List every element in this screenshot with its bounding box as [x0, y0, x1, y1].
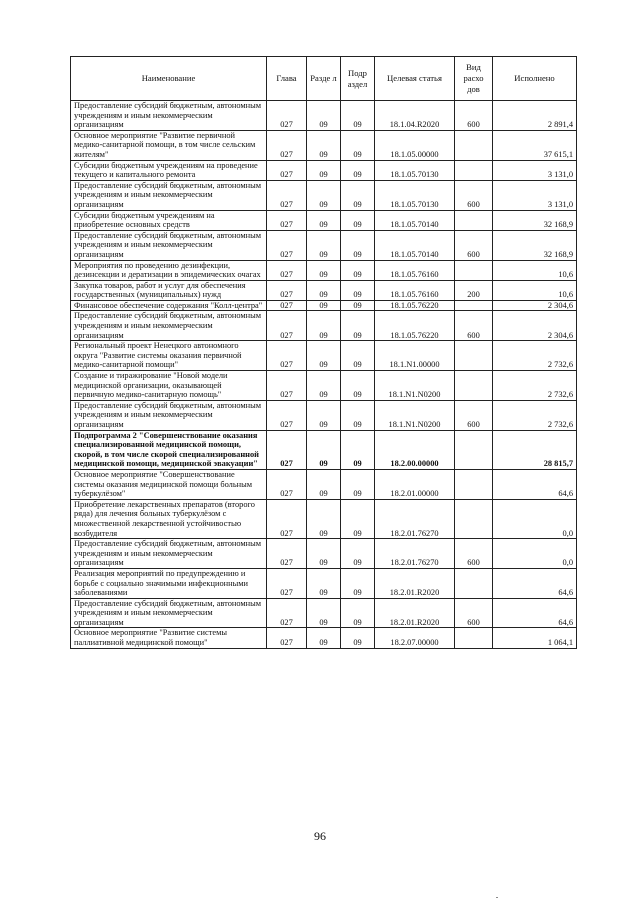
table-row [71, 469, 577, 499]
cell-name: Мероприятия по проведению дезинфекции, дезинсекции и дератизации в эпидемических очагах [71, 260, 267, 280]
cell-name: Предоставление субсидий бюджетным, автономным учреждениям и иным некоммерческим организациям [71, 230, 267, 260]
cell-podrazdel: 09 [341, 311, 375, 341]
cell-value: 0,0 [493, 539, 577, 569]
table-row [71, 628, 577, 648]
cell-name: Предоставление субсидий бюджетным, автономным учреждениям и иным некоммерческим организациям [71, 101, 267, 131]
cell-razdel: 09 [307, 341, 341, 371]
table-row [71, 300, 577, 311]
cell-glava: 027 [267, 628, 307, 648]
cell-vid [455, 568, 493, 598]
cell-value: 32 168,9 [493, 230, 577, 260]
cell-statya: 18.1.05.76220 [375, 300, 455, 311]
cell-razdel: 09 [307, 598, 341, 628]
header-glava: Глава [267, 57, 307, 101]
table-row [71, 101, 577, 131]
cell-statya: 18.2.01.76270 [375, 499, 455, 538]
cell-name: Субсидии бюджетным учреждениям на приобретение основных средств [71, 210, 267, 230]
header-row [71, 57, 577, 101]
cell-vid: 600 [455, 180, 493, 210]
cell-value: 64,6 [493, 598, 577, 628]
cell-value: 2 732,6 [493, 371, 577, 401]
header-razdel: Разде л [307, 57, 341, 101]
cell-vid [455, 469, 493, 499]
cell-value: 37 615,1 [493, 130, 577, 160]
cell-statya: 18.2.01.R2020 [375, 598, 455, 628]
cell-value: 28 815,7 [493, 430, 577, 469]
cell-vid [455, 260, 493, 280]
table-row [71, 539, 577, 569]
cell-razdel: 09 [307, 400, 341, 430]
cell-vid [455, 300, 493, 311]
cell-value: 2 732,6 [493, 400, 577, 430]
cell-podrazdel: 09 [341, 341, 375, 371]
cell-glava: 027 [267, 311, 307, 341]
cell-glava: 027 [267, 260, 307, 280]
cell-value: 32 168,9 [493, 210, 577, 230]
cell-value: 3 131,0 [493, 180, 577, 210]
page-number: 96 [314, 829, 326, 843]
cell-razdel: 09 [307, 300, 341, 311]
cell-podrazdel: 09 [341, 371, 375, 401]
cell-glava: 027 [267, 539, 307, 569]
cell-glava: 027 [267, 130, 307, 160]
cell-vid: 600 [455, 598, 493, 628]
cell-razdel: 09 [307, 160, 341, 180]
cell-vid: 600 [455, 539, 493, 569]
cell-statya: 18.2.01.00000 [375, 469, 455, 499]
cell-statya: 18.1.05.76160 [375, 260, 455, 280]
cell-glava: 027 [267, 568, 307, 598]
cell-glava: 027 [267, 400, 307, 430]
cell-glava: 027 [267, 160, 307, 180]
cell-razdel: 09 [307, 280, 341, 300]
table-row [71, 430, 577, 469]
cell-value: 0,0 [493, 499, 577, 538]
cell-podrazdel: 09 [341, 300, 375, 311]
cell-podrazdel: 09 [341, 598, 375, 628]
cell-razdel: 09 [307, 539, 341, 569]
cell-statya: 18.2.01.76270 [375, 539, 455, 569]
cell-glava: 027 [267, 469, 307, 499]
table-row [71, 400, 577, 430]
table-row [71, 280, 577, 300]
cell-razdel: 09 [307, 260, 341, 280]
table-row [71, 230, 577, 260]
cell-glava: 027 [267, 300, 307, 311]
table-row [71, 568, 577, 598]
cell-podrazdel: 09 [341, 101, 375, 131]
scan-speck [496, 897, 498, 898]
cell-glava: 027 [267, 101, 307, 131]
cell-name: Предоставление субсидий бюджетным, автономным учреждениям и иным некоммерческим организациям [71, 180, 267, 210]
cell-value: 10,6 [493, 280, 577, 300]
cell-name: Основное мероприятие "Развитие системы паллиативной медицинской помощи" [71, 628, 267, 648]
cell-vid: 600 [455, 101, 493, 131]
cell-podrazdel: 09 [341, 180, 375, 210]
cell-razdel: 09 [307, 371, 341, 401]
cell-name: Предоставление субсидий бюджетным, автономным учреждениям и иным некоммерческим организациям [71, 311, 267, 341]
cell-razdel: 09 [307, 130, 341, 160]
cell-name: Предоставление субсидий бюджетным, автономным учреждениям и иным некоммерческим организациям [71, 539, 267, 569]
cell-name: Закупка товаров, работ и услуг для обеспечения государственных (муниципальных) нужд [71, 280, 267, 300]
cell-glava: 027 [267, 280, 307, 300]
cell-name: Подпрограмма 2 "Совершенствование оказания специализированной медицинской помощи, скорой, в том числе скорой специализированной медицинской помощи, медицинской эвакуации" [71, 430, 267, 469]
cell-value: 2 304,6 [493, 300, 577, 311]
table-row [71, 130, 577, 160]
cell-name: Основное мероприятие "Совершенствование системы оказания медицинской помощи больным туберкулёзом" [71, 469, 267, 499]
cell-podrazdel: 09 [341, 400, 375, 430]
cell-razdel: 09 [307, 469, 341, 499]
cell-glava: 027 [267, 430, 307, 469]
cell-razdel: 09 [307, 180, 341, 210]
cell-vid [455, 341, 493, 371]
cell-name: Создание и тиражирование "Новой модели медицинской организации, оказывающей первичную медико-санитарную помощь" [71, 371, 267, 401]
header-vid: Вид расхо дов [455, 57, 493, 101]
cell-value: 10,6 [493, 260, 577, 280]
cell-name: Реализация мероприятий по предупреждению и борьбе с социально значимыми инфекционными заболеваниями [71, 568, 267, 598]
cell-vid: 600 [455, 311, 493, 341]
cell-vid [455, 430, 493, 469]
cell-glava: 027 [267, 210, 307, 230]
cell-glava: 027 [267, 371, 307, 401]
cell-vid: 600 [455, 230, 493, 260]
cell-name: Субсидии бюджетным учреждениям на проведение текущего и капитального ремонта [71, 160, 267, 180]
cell-name: Предоставление субсидий бюджетным, автономным учреждениям и иным некоммерческим организациям [71, 400, 267, 430]
table-row [71, 210, 577, 230]
header-value: Исполнено [493, 57, 577, 101]
cell-podrazdel: 09 [341, 230, 375, 260]
cell-glava: 027 [267, 230, 307, 260]
cell-statya: 18.1.05.00000 [375, 130, 455, 160]
cell-vid [455, 499, 493, 538]
cell-glava: 027 [267, 341, 307, 371]
header-podrazdel: Подр аздел [341, 57, 375, 101]
cell-glava: 027 [267, 598, 307, 628]
cell-razdel: 09 [307, 311, 341, 341]
table-row [71, 260, 577, 280]
cell-statya: 18.1.05.70140 [375, 230, 455, 260]
cell-value: 2 304,6 [493, 311, 577, 341]
cell-podrazdel: 09 [341, 430, 375, 469]
table-row [71, 499, 577, 538]
cell-podrazdel: 09 [341, 210, 375, 230]
table-body [71, 101, 577, 649]
cell-podrazdel: 09 [341, 260, 375, 280]
cell-name: Региональный проект Ненецкого автономного округа "Развитие системы оказания первичной медико-санитарной помощи" [71, 341, 267, 371]
cell-podrazdel: 09 [341, 628, 375, 648]
cell-statya: 18.1.05.70140 [375, 210, 455, 230]
cell-value: 1 064,1 [493, 628, 577, 648]
cell-statya: 18.1.05.70130 [375, 180, 455, 210]
cell-value: 3 131,0 [493, 160, 577, 180]
cell-podrazdel: 09 [341, 469, 375, 499]
header-name: Наименование [71, 57, 267, 101]
cell-podrazdel: 09 [341, 130, 375, 160]
cell-statya: 18.2.07.00000 [375, 628, 455, 648]
table-row [71, 598, 577, 628]
cell-name: Приобретение лекарственных препаратов (второго ряда) для лечения больных туберкулёзом с множественной лекарственной устойчивостью возбудителя [71, 499, 267, 538]
cell-glava: 027 [267, 499, 307, 538]
cell-value: 2 732,6 [493, 341, 577, 371]
table-row [71, 371, 577, 401]
cell-statya: 18.1.N1.00000 [375, 341, 455, 371]
cell-statya: 18.2.00.00000 [375, 430, 455, 469]
cell-value: 64,6 [493, 568, 577, 598]
cell-statya: 18.1.05.76220 [375, 311, 455, 341]
cell-razdel: 09 [307, 568, 341, 598]
cell-glava: 027 [267, 180, 307, 210]
table-row [71, 311, 577, 341]
cell-name: Финансовое обеспечение содержания "Колл-центра" [71, 300, 267, 311]
cell-vid: 600 [455, 400, 493, 430]
cell-vid: 200 [455, 280, 493, 300]
cell-razdel: 09 [307, 101, 341, 131]
cell-name: Основное мероприятие "Развитие первичной медико-санитарной помощи, в том числе сельским жителям" [71, 130, 267, 160]
cell-statya: 18.1.05.70130 [375, 160, 455, 180]
cell-vid [455, 628, 493, 648]
cell-value: 64,6 [493, 469, 577, 499]
table-row [71, 160, 577, 180]
cell-podrazdel: 09 [341, 539, 375, 569]
cell-razdel: 09 [307, 230, 341, 260]
cell-name: Предоставление субсидий бюджетным, автономным учреждениям и иным некоммерческим организациям [71, 598, 267, 628]
cell-vid [455, 371, 493, 401]
cell-vid [455, 130, 493, 160]
cell-razdel: 09 [307, 499, 341, 538]
cell-statya: 18.2.01.R2020 [375, 568, 455, 598]
cell-razdel: 09 [307, 430, 341, 469]
cell-podrazdel: 09 [341, 160, 375, 180]
cell-podrazdel: 09 [341, 568, 375, 598]
cell-razdel: 09 [307, 210, 341, 230]
cell-podrazdel: 09 [341, 499, 375, 538]
cell-razdel: 09 [307, 628, 341, 648]
cell-statya: 18.1.04.R2020 [375, 101, 455, 131]
table-row [71, 180, 577, 210]
header-statya: Целевая статья [375, 57, 455, 101]
cell-podrazdel: 09 [341, 280, 375, 300]
cell-statya: 18.1.N1.N0200 [375, 371, 455, 401]
cell-statya: 18.1.05.76160 [375, 280, 455, 300]
budget-table [70, 56, 577, 649]
cell-vid [455, 160, 493, 180]
cell-vid [455, 210, 493, 230]
cell-value: 2 891,4 [493, 101, 577, 131]
cell-statya: 18.1.N1.N0200 [375, 400, 455, 430]
table-row [71, 341, 577, 371]
